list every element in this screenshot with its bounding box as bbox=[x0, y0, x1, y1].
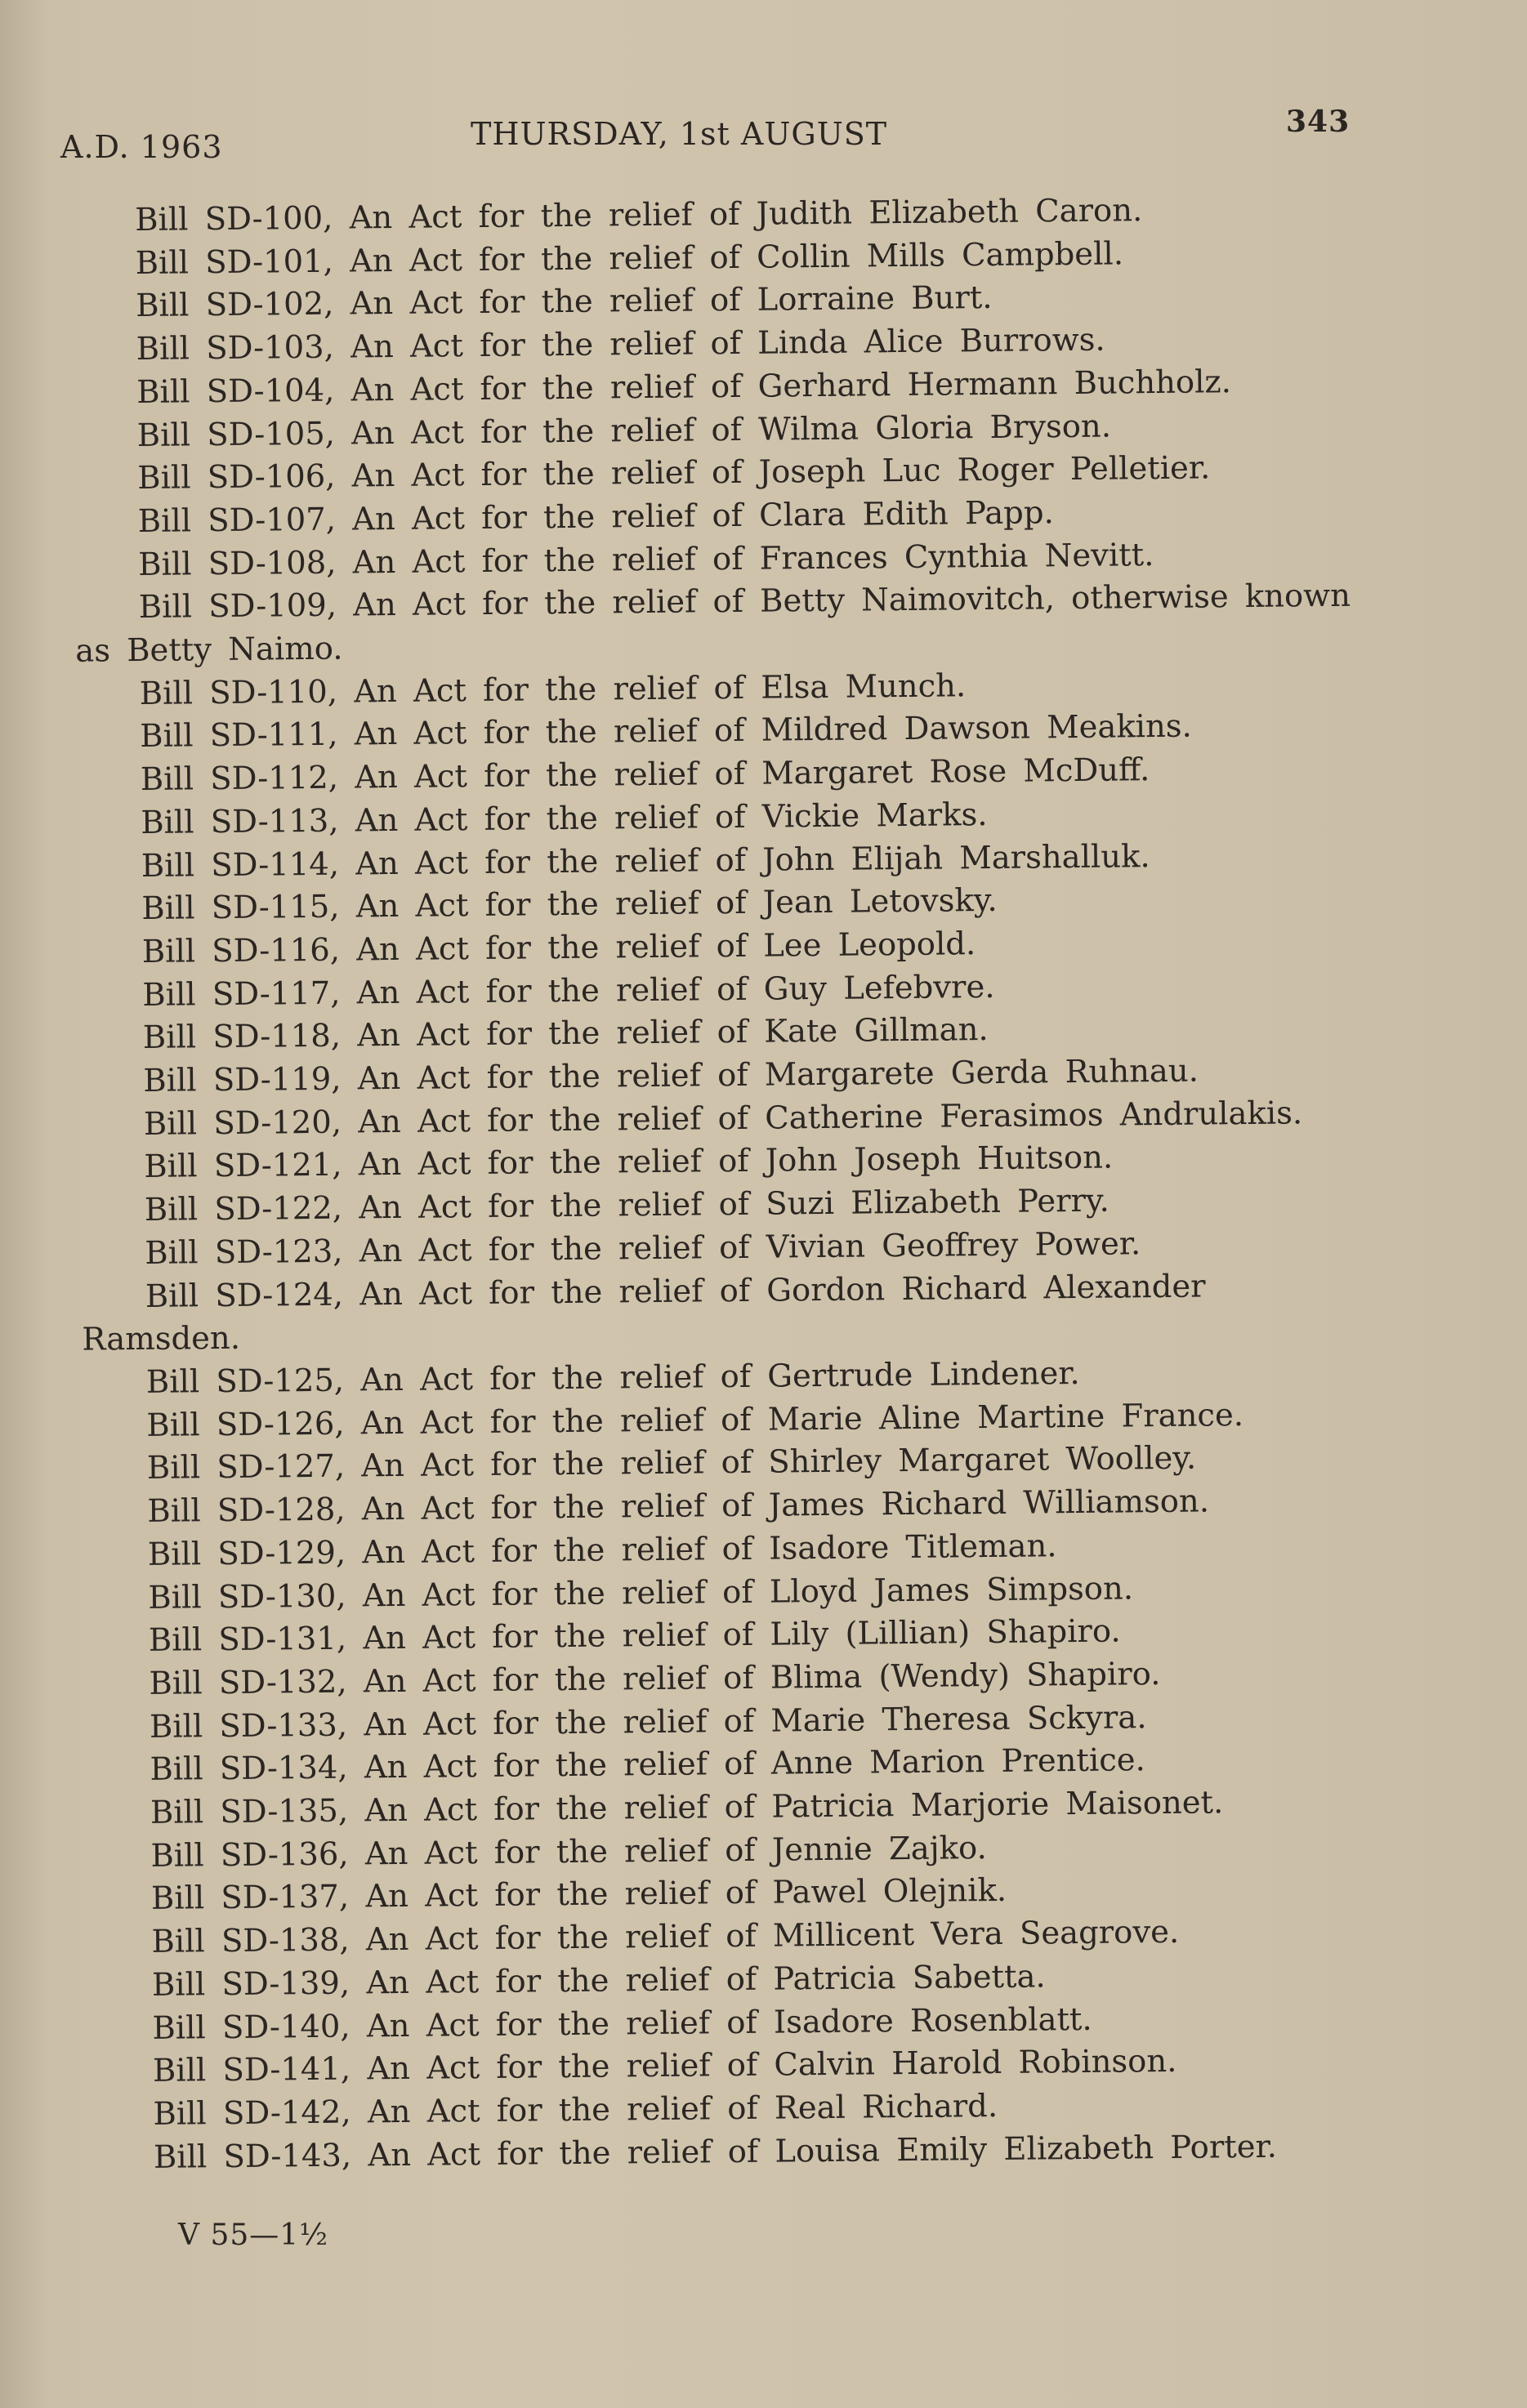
bill-text: Bill SD-104, An Act for the relief of Gerhard Hermann Buchholz. bbox=[136, 363, 1232, 411]
bill-text: Bill SD-143, An Act for the relief of Louisa Emily Elizabeth Porter. bbox=[153, 2128, 1278, 2176]
bill-text: Bill SD-132, An Act for the relief of Blima (Wendy) Shapiro. bbox=[149, 1655, 1161, 1702]
bill-text: Bill SD-122, An Act for the relief of Suzi Elizabeth Perry. bbox=[144, 1182, 1110, 1229]
bill-text: Bill SD-129, An Act for the relief of Isadore Titleman. bbox=[147, 1527, 1057, 1573]
bill-text: Bill SD-141, An Act for the relief of Calvin Harold Robinson. bbox=[152, 2043, 1177, 2090]
bill-text: Bill SD-139, An Act for the relief of Patricia Sabetta. bbox=[151, 1958, 1046, 2004]
bill-text: Bill SD-114, An Act for the relief of John Elijah Marshalluk. bbox=[141, 837, 1150, 885]
bill-text-continuation: Ramsden. bbox=[82, 1320, 241, 1358]
printer-signature: V 55—1½ bbox=[178, 2218, 329, 2252]
bill-text: Bill SD-124, An Act for the relief of Gordon Richard Alexander bbox=[145, 1268, 1206, 1315]
bill-text: Bill SD-100, An Act for the relief of Judith Elizabeth Caron. bbox=[135, 192, 1143, 239]
bill-text: Bill SD-112, An Act for the relief of Margaret Rose McDuff. bbox=[140, 751, 1150, 799]
bill-text: Bill SD-108, An Act for the relief of Frances Cynthia Nevitt. bbox=[138, 536, 1154, 583]
bill-text: Bill SD-110, An Act for the relief of Elsa Munch. bbox=[139, 667, 967, 712]
header-date: THURSDAY, 1st AUGUST bbox=[471, 116, 888, 152]
bill-entry bbox=[82, 1264, 1372, 1362]
bill-text: Bill SD-127, An Act for the relief of Shirley Margaret Woolley. bbox=[146, 1439, 1197, 1487]
bill-text: Bill SD-115, An Act for the relief of Jean Letovsky. bbox=[141, 882, 998, 928]
bill-text: Bill SD-121, An Act for the relief of John Joseph Huitson. bbox=[144, 1139, 1114, 1186]
bill-text: Bill SD-128, An Act for the relief of James Richard Williamson. bbox=[147, 1483, 1210, 1531]
bill-text: Bill SD-117, An Act for the relief of Guy Lefebvre. bbox=[142, 968, 995, 1014]
bill-text: Bill SD-131, An Act for the relief of Lily (Lillian) Shapiro. bbox=[148, 1612, 1121, 1660]
bill-text: Bill SD-107, An Act for the relief of Clara Edith Papp. bbox=[137, 494, 1054, 540]
bill-text: Bill SD-106, An Act for the relief of Joseph Luc Roger Pelletier. bbox=[137, 449, 1211, 497]
bill-text: Bill SD-130, An Act for the relief of Lloyd James Simpson. bbox=[148, 1569, 1134, 1616]
header-year: A.D. 1963 bbox=[60, 129, 223, 165]
bill-entry bbox=[75, 575, 1365, 673]
bill-text: Bill SD-120, An Act for the relief of Catherine Ferasimos Andrulakis. bbox=[143, 1095, 1303, 1143]
bill-text: Bill SD-137, An Act for the relief of Pawel Olejnik. bbox=[150, 1872, 1007, 1918]
running-head bbox=[0, 105, 1527, 165]
bill-text: Bill SD-111, An Act for the relief of Mildred Dawson Meakins. bbox=[140, 708, 1193, 756]
bill-list bbox=[75, 188, 1379, 2180]
bill-text: Bill SD-105, An Act for the relief of Wilma Gloria Bryson. bbox=[136, 408, 1112, 454]
bill-text: Bill SD-126, An Act for the relief of Marie Aline Martine France. bbox=[146, 1396, 1244, 1444]
bill-text: Bill SD-125, An Act for the relief of Gertrude Lindener. bbox=[145, 1354, 1080, 1401]
bill-text: Bill SD-140, An Act for the relief of Isadore Rosenblatt. bbox=[152, 2000, 1092, 2047]
bill-text: Bill SD-138, An Act for the relief of Millicent Vera Seagrove. bbox=[151, 1913, 1180, 1961]
bill-text: Bill SD-109, An Act for the relief of Betty Naimovitch, otherwise known bbox=[138, 577, 1351, 627]
page-number: 343 bbox=[1286, 105, 1351, 139]
bill-text: Bill SD-123, An Act for the relief of Vivian Geoffrey Power. bbox=[145, 1225, 1141, 1272]
bill-text: Bill SD-103, An Act for the relief of Linda Alice Burrows. bbox=[136, 321, 1105, 368]
bill-text: Bill SD-142, An Act for the relief of Real Richard. bbox=[153, 2087, 998, 2133]
bill-text: Bill SD-102, An Act for the relief of Lorraine Burt. bbox=[136, 279, 993, 325]
bill-text: Bill SD-113, An Act for the relief of Vickie Marks. bbox=[141, 796, 988, 841]
bill-text: Bill SD-133, An Act for the relief of Marie Theresa Sckyra. bbox=[149, 1698, 1147, 1746]
bill-text: Bill SD-118, An Act for the relief of Kate Gillman. bbox=[142, 1011, 989, 1057]
bill-text: Bill SD-136, An Act for the relief of Jennie Zajko. bbox=[150, 1829, 987, 1875]
bill-text: Bill SD-101, An Act for the relief of Collin Mills Campbell. bbox=[135, 235, 1124, 282]
bill-text: Bill SD-135, An Act for the relief of Patricia Marjorie Maisonet. bbox=[150, 1784, 1224, 1831]
bill-text-continuation: as Betty Naimo. bbox=[75, 630, 343, 670]
bill-text: Bill SD-119, An Act for the relief of Margarete Gerda Ruhnau. bbox=[143, 1052, 1199, 1100]
bill-text: Bill SD-134, An Act for the relief of Anne Marion Prentice. bbox=[150, 1741, 1146, 1789]
bill-text: Bill SD-116, An Act for the relief of Lee Leopold. bbox=[141, 925, 976, 970]
